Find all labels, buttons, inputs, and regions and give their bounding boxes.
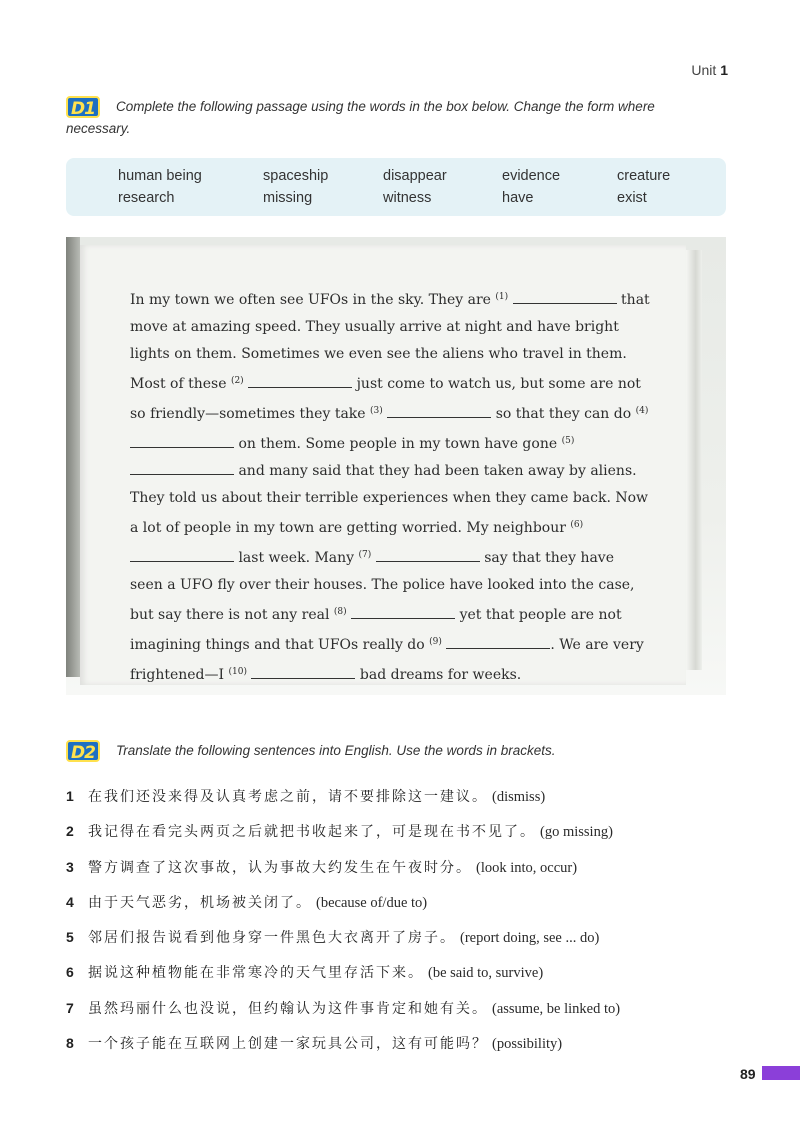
d2-item (66, 927, 746, 962)
blank-9[interactable] (446, 634, 550, 649)
passage-text: on them. Some people in my town have gone (238, 436, 558, 452)
d2-badge: D2 (66, 740, 100, 762)
d2-item (66, 998, 746, 1033)
word-box-item: evidence (502, 168, 561, 184)
word-box (66, 158, 726, 216)
word-box-item: research (118, 190, 175, 206)
item-number: 3 (66, 858, 74, 875)
passage-text: say that they have seen a UFO fly over their houses. The police have looked into the case, but say there is not any real (130, 550, 635, 623)
passage-text: that move at amazing speed. They usually arrive at night and have bright lights on them. Sometimes we even see the aliens who travel in them. Most of these (130, 292, 650, 392)
item-number: 8 (66, 1035, 74, 1052)
blank-number: (6) (570, 520, 584, 530)
word-hint: (because of/due to) (316, 894, 428, 911)
passage-text: just come to watch us, but some are not so friendly—sometimes they take (130, 376, 641, 422)
blank-number: (2) (230, 376, 244, 386)
word-box-item: have (502, 190, 534, 206)
blank-8[interactable] (351, 604, 455, 619)
blank-number: (4) (635, 406, 649, 416)
d1-instruction (66, 96, 706, 140)
blank-number: (3) (370, 406, 383, 416)
item-number: 2 (66, 823, 74, 840)
d2-item (66, 821, 746, 856)
chinese-sentence: 据说这种植物能在非常寒冷的天气里存活下来。 (88, 965, 424, 982)
blank-6[interactable] (130, 547, 234, 562)
item-number: 7 (66, 999, 74, 1016)
book-edge-right (686, 250, 702, 670)
passage-text: bad dreams for weeks. (359, 667, 522, 683)
item-number: 4 (66, 893, 74, 910)
blank-5[interactable] (130, 460, 234, 475)
word-box-item: disappear (383, 168, 447, 184)
blank-3[interactable] (387, 403, 491, 418)
page-number: 89 (740, 1066, 756, 1082)
word-box-item: spaceship (263, 168, 329, 184)
word-hint: (report doing, see ... do) (460, 930, 600, 947)
unit-number: 1 (720, 62, 728, 78)
word-box-item: missing (263, 190, 313, 206)
item-number: 5 (66, 929, 74, 946)
d2-item (66, 786, 746, 821)
word-box-item: witness (383, 190, 432, 206)
blank-number: (9) (429, 637, 442, 647)
unit-label (691, 62, 728, 78)
chinese-sentence: 在我们还没来得及认真考虑之前，请不要排除这一建议。 (88, 789, 488, 805)
word-box-item: creature (617, 168, 671, 184)
chinese-sentence: 一个孩子能在互联网上创建一家玩具公司，这有可能吗？ (88, 1036, 488, 1053)
blank-2[interactable] (248, 373, 352, 388)
unit-prefix: Unit (691, 62, 717, 78)
chinese-sentence: 邻居们报告说看到他身穿一件黑色大衣离开了房子。 (88, 930, 456, 947)
chinese-sentence: 虽然玛丽什么也没说，但约翰认为这件事肯定和她有关。 (88, 1000, 488, 1017)
page-tab-marker (762, 1066, 800, 1080)
word-box-item: exist (617, 190, 647, 206)
passage-text: yet that people are not imagining things and that UFOs really do (130, 607, 622, 653)
d2-instruction-text: Translate the following sentences into English. Use the words in brackets. (116, 743, 556, 758)
word-hint: (be said to, survive) (428, 965, 544, 982)
blank-number: (7) (358, 550, 372, 560)
passage-text: In my town we often see UFOs in the sky. They are (130, 292, 491, 308)
passage-text: . We are very frightened—I (130, 637, 644, 683)
word-hint: (go missing) (540, 824, 613, 841)
chinese-sentence: 我记得在看完头两页之后就把书收起来了，可是现在书不见了。 (88, 824, 536, 841)
d2-item (66, 1033, 746, 1068)
passage-text: and many said that they had been taken away by aliens. They told us about their terrible experiences when they came back. Now a lot of people in my town are getting worried. My neighbour (130, 463, 649, 536)
blank-number: (5) (561, 436, 575, 446)
passage-text: so that they can do (495, 406, 632, 422)
book-spine-left (66, 237, 80, 677)
d2-sentence-list (66, 786, 746, 1068)
word-hint: (assume, be linked to) (492, 1000, 621, 1017)
blank-number: (8) (333, 607, 347, 617)
d2-item (66, 892, 746, 927)
blank-4[interactable] (130, 433, 234, 448)
blank-number: (10) (228, 667, 247, 677)
d2-item (66, 857, 746, 892)
d1-passage (130, 284, 650, 689)
passage-text: last week. Many (238, 550, 355, 566)
chinese-sentence: 警方调查了这次事故，认为事故大约发生在午夜时分。 (88, 859, 472, 876)
word-box-item: human being (118, 168, 202, 184)
word-hint: (dismiss) (492, 789, 546, 805)
blank-7[interactable] (376, 547, 480, 562)
word-hint: (look into, occur) (476, 859, 578, 876)
chinese-sentence: 由于天气恶劣，机场被关闭了。 (88, 894, 312, 911)
word-hint: (possibility) (492, 1036, 563, 1053)
d1-instruction-text: Complete the following passage using the words in the box below. Change the form where necessary. (66, 99, 655, 137)
item-number: 6 (66, 964, 74, 981)
d2-instruction (66, 740, 706, 762)
d1-badge: D1 (66, 96, 100, 118)
item-number: 1 (66, 788, 74, 804)
d2-item (66, 962, 746, 997)
blank-number: (1) (495, 292, 509, 302)
blank-1[interactable] (513, 289, 617, 304)
blank-10[interactable] (251, 664, 355, 679)
